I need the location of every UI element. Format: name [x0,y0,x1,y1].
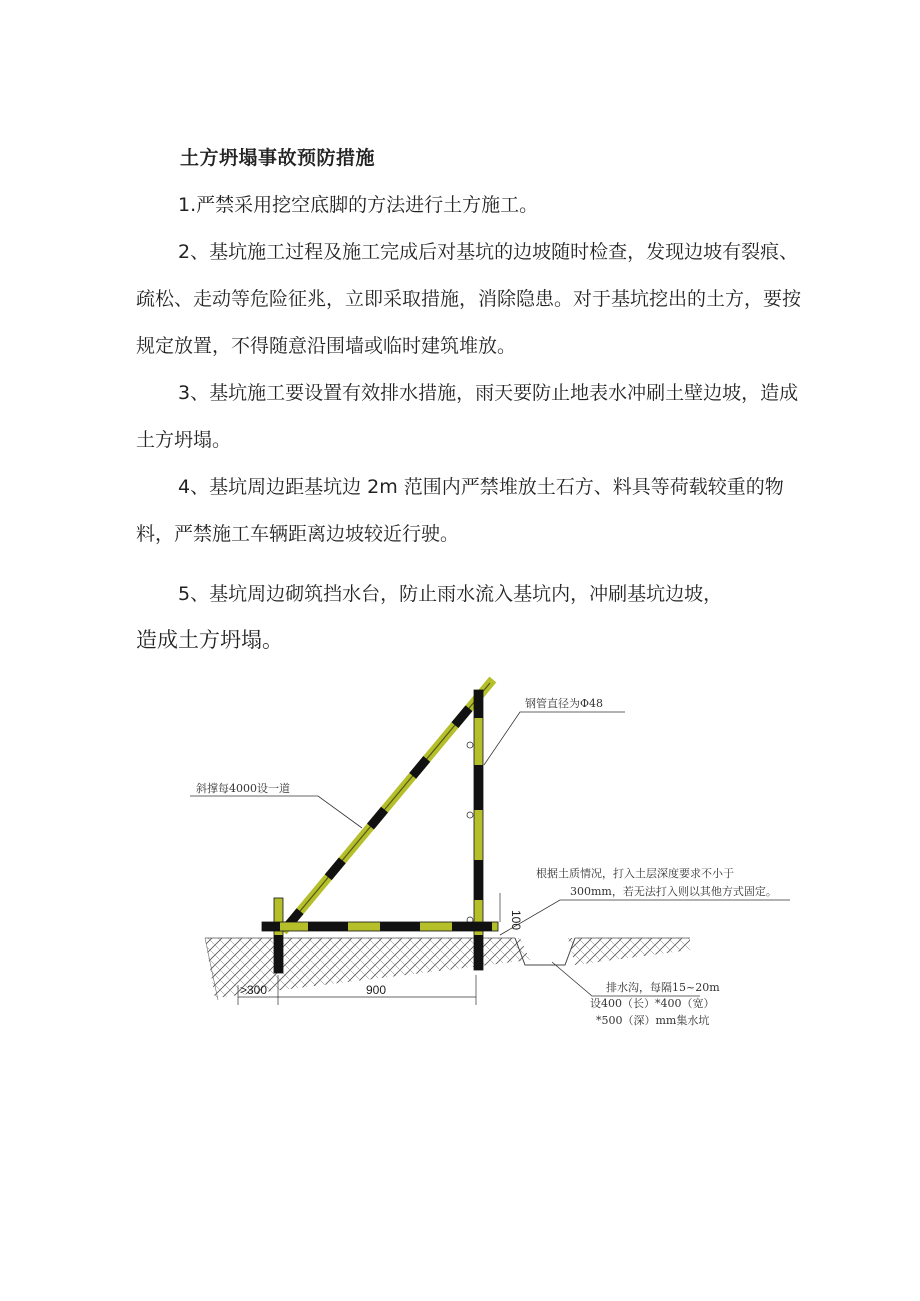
label-drain-3: *500（深）mm集水坑 [596,1014,710,1027]
leader-soil [500,900,790,935]
dim-900: 900 [366,983,387,997]
item-3: 3、基坑施工要设置有效排水措施，雨天要防止地表水冲刷土壁边坡，造成土方坍塌。 [136,382,799,451]
vertical-post-left [274,898,283,973]
label-soil-1: 根据土质情况，打入土层深度要求不小于 [536,867,734,880]
label-brace: 斜撑每4000设一道 [196,782,290,795]
ground-right [568,938,690,965]
label-soil-2: 300mm，若无法打入则以其他方式固定。 [570,885,777,898]
item-5-tail: 造成土方坍塌。 [136,628,283,652]
leader-pipe [484,712,625,765]
diagonal-brace [286,683,490,928]
label-drain-2: 设400（长）*400（宽） [590,997,715,1010]
leader-brace [190,796,362,828]
section-title: 土方坍塌事故预防措施 [180,147,376,169]
item-5: 5、基坑周边砌筑挡水台，防止雨水流入基坑内，冲刷基坑边坡， [178,583,723,605]
dim-100: 100 [509,910,523,931]
dim-300: >300 [240,983,268,997]
item-2: 2、基坑施工过程及施工完成后对基坑的边坡随时检查，发现边坡有裂痕、疏松、走动等危险征兆，立即采取措施，消除隐患。对于基坑挖出的土方，要按规定放置，不得随意沿围墙或临时建筑堆放。 [136,241,802,357]
item-4: 4、基坑周边距基坑边 2m 范围内严禁堆放土石方、料具等荷载较重的物料，严禁施工车辆距离边坡较近行驶。 [136,476,784,545]
horizontal-rail [262,922,498,931]
label-drain-1: 排水沟，每隔15~20m [606,981,720,994]
label-pipe: 钢管直径为Φ48 [525,697,604,710]
item-1: 1.严禁采用挖空底脚的方法进行土方施工。 [178,194,539,216]
